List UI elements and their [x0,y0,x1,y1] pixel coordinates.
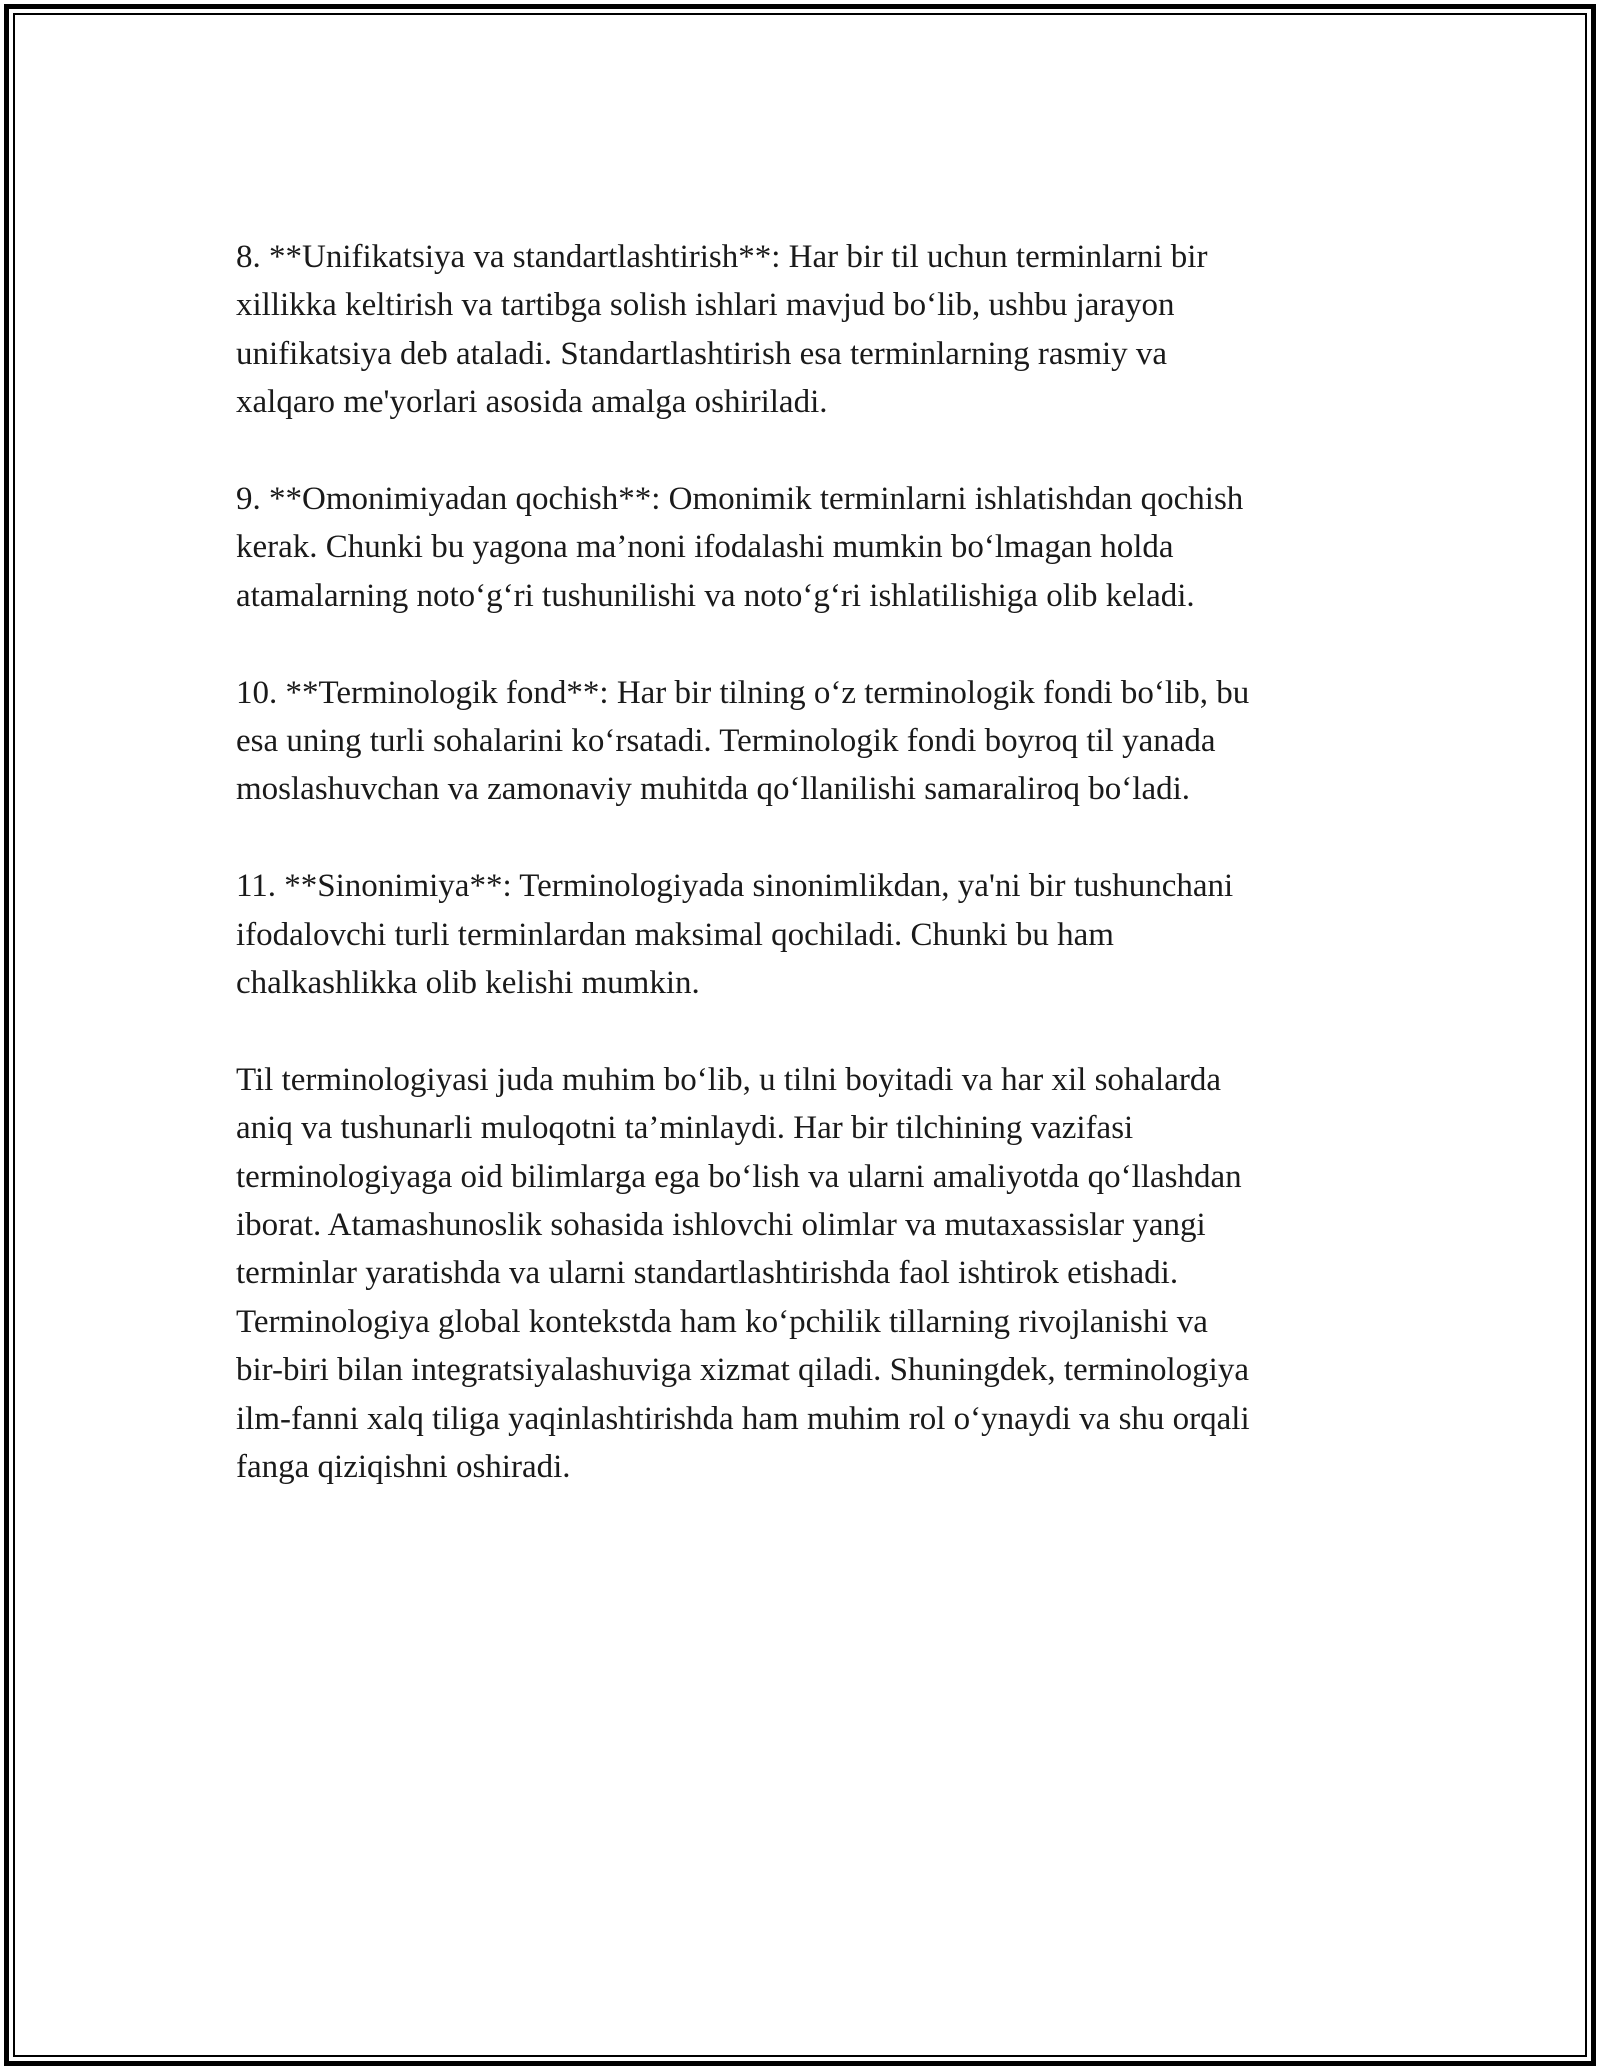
paragraph-item-8-unification: 8. **Unifikatsiya va standartlashtirish**: Har bir til uchun terminlarni bir xillikka keltirish va tartibga solish ishlari mavjud bo‘lib, ushbu jarayon unifikatsiya deb ataladi. Standartlashtirish esa terminlarning rasmiy va xalqaro me'yorlari asosida amalga oshiriladi. [236,239,1208,421]
paragraph-item-11-synonymy: 11. **Sinonimiya**: Terminologiyada sinonimlikdan, ya'ni bir tushunchani ifodalovchi turli terminlardan maksimal qochiladi. Chunki bu ham chalkashlikka olib kelishi mumkin. [236,868,1234,1002]
paragraph-item-9-homonymy: 9. **Omonimiyadan qochish**: Omonimik terminlarni ishlatishdan qochish kerak. Chunki bu yagona ma’noni ifodalashi mumkin bo‘lmagan holda atamalarning noto‘g‘ri tushunilishi va noto‘g‘ri ishlatilishiga olib keladi. [236,481,1244,614]
paragraph-conclusion: Til terminologiyasi juda muhim bo‘lib, u tilni boyitadi va har xil sohalarda aniq va tushunarli muloqotni ta’minlaydi. Har bir tilchining vazifasi terminologiyaga oid bilimlarga ega bo‘lish va ularni amaliyotda qo‘llashdan iborat. Atamashunoslik sohasida ishlovchi olimlar va mutaxassislar yangi terminlar yaratishda va ularni standartlashtirishda faol ishtirok etishadi. Terminologiya global kontekstda ham ko‘pchilik tillarning rivojlanishi va bir-biri bilan integratsiyalashuviga xizmat qiladi. Shuningdek, terminologiya ilm-fanni xalq tiliga yaqinlashtirishda ham muhim rol o‘ynaydi va shu orqali fanga qiziqishni oshiradi. [236,1061,1250,1486]
document-body [236,233,1371,1492]
paragraph-item-10-terminology-fund: 10. **Terminologik fond**: Har bir tilning o‘z terminologik fondi bo‘lib, bu esa uning turli sohalarini ko‘rsatadi. Terminologik fondi boyroq til yanada moslashuvchan va zamonaviy muhitda qo‘llanilishi samaraliroq bo‘ladi. [236,674,1250,808]
